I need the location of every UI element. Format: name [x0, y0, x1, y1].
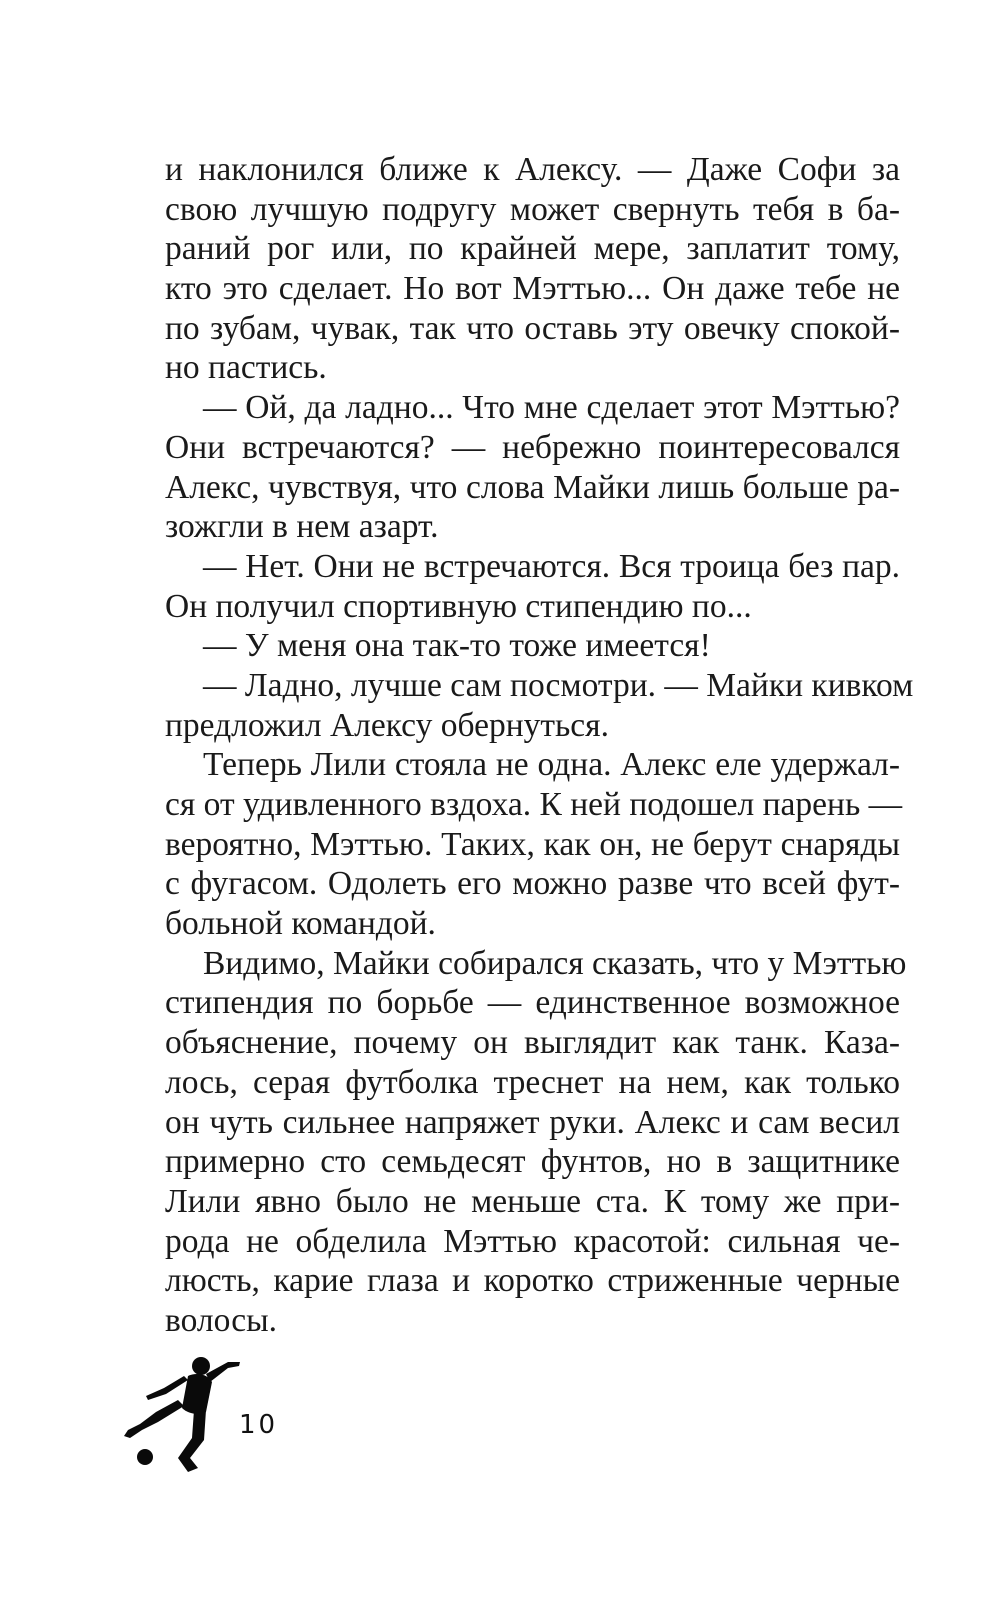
text-line: Теперь Лили стояла не одна. Алекс еле удержал-: [203, 746, 900, 784]
soccer-player-silhouette-icon: [118, 1350, 248, 1490]
text-line: Они встречаются? — небрежно поинтересовался: [165, 428, 900, 466]
text-line: предложил Алексу обернуться.: [165, 706, 609, 744]
text-line: стипендия по борьбе — единственное возможное: [165, 984, 900, 1022]
page-footer: [118, 1350, 318, 1490]
text-line: зожгли в нем азарт.: [165, 508, 439, 546]
page-body-text: [165, 150, 914, 1341]
page-number: 10: [239, 1410, 279, 1440]
text-line: с фугасом. Одолеть его можно разве что всей фут-: [165, 865, 900, 903]
text-line: — Ладно, лучше сам посмотри. — Майки кивком: [203, 666, 914, 704]
text-line: — У меня она так-то тоже имеется!: [203, 627, 711, 665]
text-line: Лили явно было не меньше ста. К тому же при-: [165, 1182, 900, 1220]
text-line: Алекс, чувствуя, что слова Майки лишь больше ра-: [165, 468, 900, 506]
text-line: больной командой.: [165, 905, 436, 943]
text-line: кто это сделает. Но вот Мэттью... Он даже тебе не: [165, 270, 900, 308]
text-line: рода не обделила Мэттью красотой: сильная че-: [165, 1222, 900, 1260]
text-line: вероятно, Мэттью. Таких, как он, не берут снаряды: [165, 825, 900, 863]
text-line: раний рог или, по крайней мере, заплатит тому,: [165, 230, 900, 268]
text-line: Он получил спортивную стипендию по...: [165, 587, 752, 625]
text-line: — Нет. Они не встречаются. Вся троица без пар.: [203, 547, 900, 585]
text-line: — Ой, да ладно... Что мне сделает этот Мэттью?: [203, 389, 900, 427]
text-line: лось, серая футболка треснет на нем, как только: [165, 1063, 900, 1101]
text-line: примерно сто семьдесят фунтов, но в защитнике: [165, 1143, 900, 1181]
text-line: объяснение, почему он выглядит как танк. Каза-: [165, 1024, 900, 1062]
text-line: Видимо, Майки собирался сказать, что у Мэттью: [203, 944, 907, 982]
text-line: по зубам, чувак, так что оставь эту овечку спокой-: [165, 309, 900, 347]
text-line: волосы.: [165, 1301, 277, 1339]
text-line: ся от удивленного вздоха. К ней подошел парень —: [165, 786, 903, 823]
text-line: он чуть сильнее напряжет руки. Алекс и сам весил: [165, 1103, 900, 1141]
text-line: люсть, карие глаза и коротко стриженные черные: [165, 1262, 900, 1300]
text-line: но пастись.: [165, 349, 327, 387]
text-line: и наклонился ближе к Алексу. — Даже Софи за: [165, 151, 900, 188]
text-line: свою лучшую подругу может свернуть тебя в ба-: [165, 190, 900, 228]
